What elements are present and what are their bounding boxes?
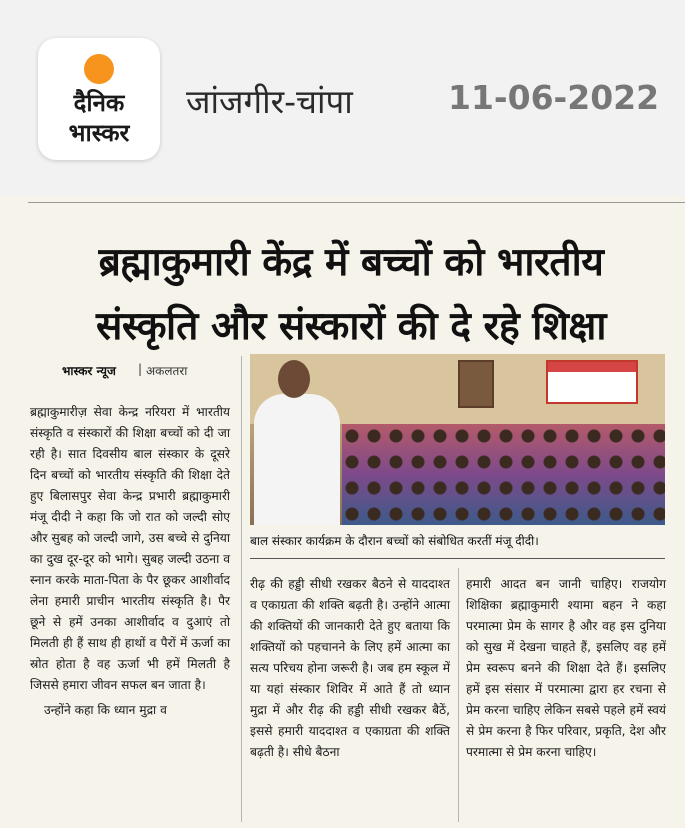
photo-window (458, 360, 494, 408)
edition-date: 11-06-2022 (448, 78, 660, 117)
newspaper-clipping (0, 196, 685, 828)
top-rule (28, 202, 685, 203)
headline-line-1: ब्रह्माकुमारी केंद्र में बच्चों को भारतीय (98, 240, 604, 285)
column-divider (458, 568, 459, 822)
photo-caption: बाल संस्कार कार्यक्रम के दौरान बच्चों को संबोधित करतीं मंजू दीदी। (250, 534, 539, 548)
article-column-2 (250, 574, 450, 763)
photo-speaker (254, 394, 340, 525)
paragraph: रीढ़ की हड्डी सीधी रखकर बैठने से याददाश्त व एकाग्रता की शक्ति बढ़ती है। उन्होंने आत्मा की शक्तियों की जानकारी देते हुए बताया कि शक्तियों को पहचानने के लिए हमें आत्मा का सत्य परिचय होना जरूरी है। जब हम स्कूल में या यहां संस्कार शिविर में आते हैं तो ध्यान मुद्रा में और रीढ़ की हड्डी सीधी रखकर बैठें, इससे हमारी याददाश्त व एकाग्रता की शक्ति बढ़ती है। सीधे बैठना (250, 577, 450, 759)
photo-children (342, 424, 665, 525)
article-column-3 (466, 574, 666, 763)
masthead (0, 0, 685, 196)
sun-logo-icon (84, 54, 114, 84)
logo-text-line1: दैनिक (73, 89, 125, 117)
byline-source: भास्कर न्यूज (62, 364, 116, 378)
paragraph: ब्रह्माकुमारीज़ सेवा केन्द्र नरियरा में भारतीय संस्कृति व संस्कारों की शिक्षा बच्चों को दी जा रही है। सात दिवसीय बाल संस्कार के दूसरे दिन बच्चों को भारतीय संस्कृति की शिक्षा देते हुए बिलासपुर सेवा केन्द्र प्रभारी ब्रह्माकुमारी मंजू दीदी ने कहा कि जो रात को जल्दी सोए और सुबह को जल्दी जागे, उस बच्चे से दुनिया का दुख दूर-दूर को भागे। सुबह जल्दी उठना व स्नान करके माता-पिता के पैर छूकर आशीर्वाद लेना हमारी प्राचीन भारतीय संस्कृति है। पैर छूने से हमें उनका आशीर्वाद व दुआएं तो मिलती ही हैं साथ ही हाथों व पैरों में ऊर्जा का स्रोत होता है वह ऊर्जा भी हमें मिलती है जिससे हमारा जीवन सफल बन जाता है। (30, 405, 230, 692)
byline-place: अकलतरा (146, 364, 188, 378)
byline-separator: | (138, 362, 143, 376)
caption-rule (250, 558, 665, 559)
photo-speaker-head (278, 360, 310, 398)
dainik-bhaskar-logo (38, 38, 160, 160)
paragraph: हमारी आदत बन जानी चाहिए। राजयोग शिक्षिका ब्रह्माकुमारी श्यामा बहन ने कहा परमात्मा प्रेम के सागर है और वह इस दुनिया को सुख में देखना चाहते हैं, इसलिए वह हमें प्रेम स्वरूप बनने की शिक्षा देते हैं। इसलिए हमें इस संसार में परमात्मा द्वारा हर रचना से प्रेम करना चाहिए लेकिन सबसे पहले हमें स्वयं से प्रेम करना है फिर परिवार, प्रकृति, देश और परमात्मा से प्रेम करना चाहिए। (466, 577, 666, 759)
article-column-1 (30, 402, 230, 721)
logo-text-line2: भास्कर (68, 119, 130, 147)
headline-line-2: संस्कृति और संस्कारों की दे रहे शिक्षा (96, 304, 606, 349)
paragraph: उन्होंने कहा कि ध्यान मुद्रा व (44, 703, 167, 717)
photo-banner (546, 360, 638, 404)
column-divider (241, 356, 242, 822)
article-photo (250, 354, 665, 525)
edition-name: जांजगीर-चांपा (186, 82, 353, 121)
